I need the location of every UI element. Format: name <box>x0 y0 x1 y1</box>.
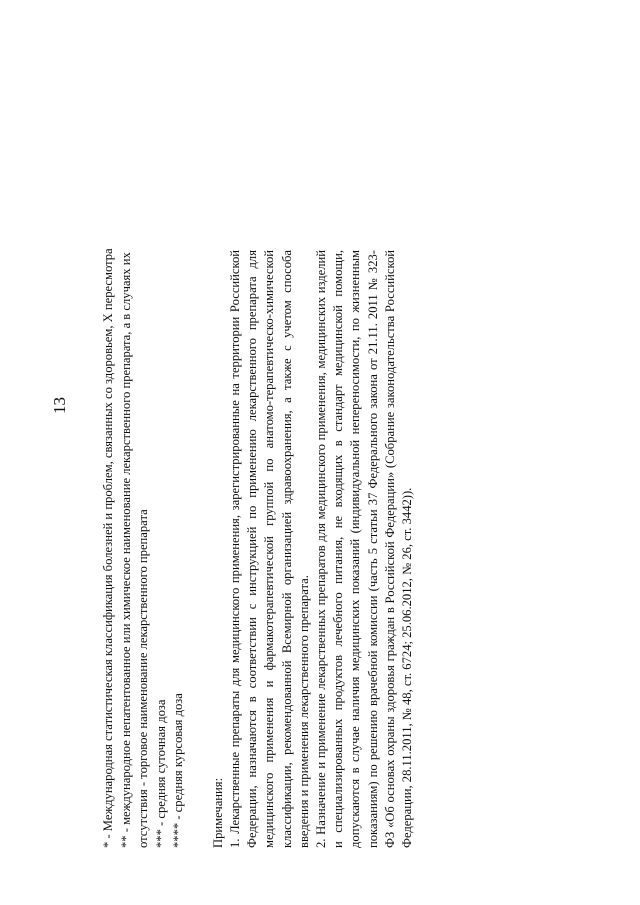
footnote-inn-continued: отсутствия - торговое наименование лекарственного препарата <box>136 509 150 848</box>
note-2: 2. Назначение и применение лекарственных препаратов для медицинского применения, медицинских изделий и специализированных продуктов лечебного питания, не входящих в стандарт медицинской помощи, допускаются в случае наличия медицинских показаний (индивидуальной непереносимости, по жизненным показаниям) по решению врачебной комиссии (часть 5 статьи 37 Федерального закона от 21.11. 2011 № 323-ФЗ «Об основах охраны здоровья граждан в Российской Федерации» (Собрание законодательства Российской Федерации, 28.11.2011, № 48, ст. 6724; 25.06.2012, № 26, ст. 3442)). <box>314 250 415 848</box>
footnote-course-dose: **** - средняя курсовая доза <box>171 693 185 848</box>
footnote-icd: * - Международная статистическая классификация болезней и проблем, связанных со здоровьем, X пересмотра <box>101 248 115 848</box>
footnote-inn: ** - международное непатентованное или химическое наименование лекарственного препарата, а в случаях их <box>118 252 133 848</box>
notes-heading: Примечания: <box>211 777 225 848</box>
notes-body <box>227 250 416 848</box>
page-number: 13 <box>50 397 69 414</box>
footnote-daily-dose: *** - средняя суточная доза <box>153 699 168 848</box>
rotated-content <box>50 48 420 848</box>
note-1: 1. Лекарственные препараты для медицинского применения, зарегистрированные на территории Российской Федерации, назначаются в соответствии с инструкцией по применению лекарственного препарата для медицинского применения и фармакотерапевтической группой по анатомо-терапевтическо-химической классификации, рекомендованной Всемирной организацией здравоохранения, а также с учетом способа введения и применения лекарственного препарата. <box>228 250 311 848</box>
